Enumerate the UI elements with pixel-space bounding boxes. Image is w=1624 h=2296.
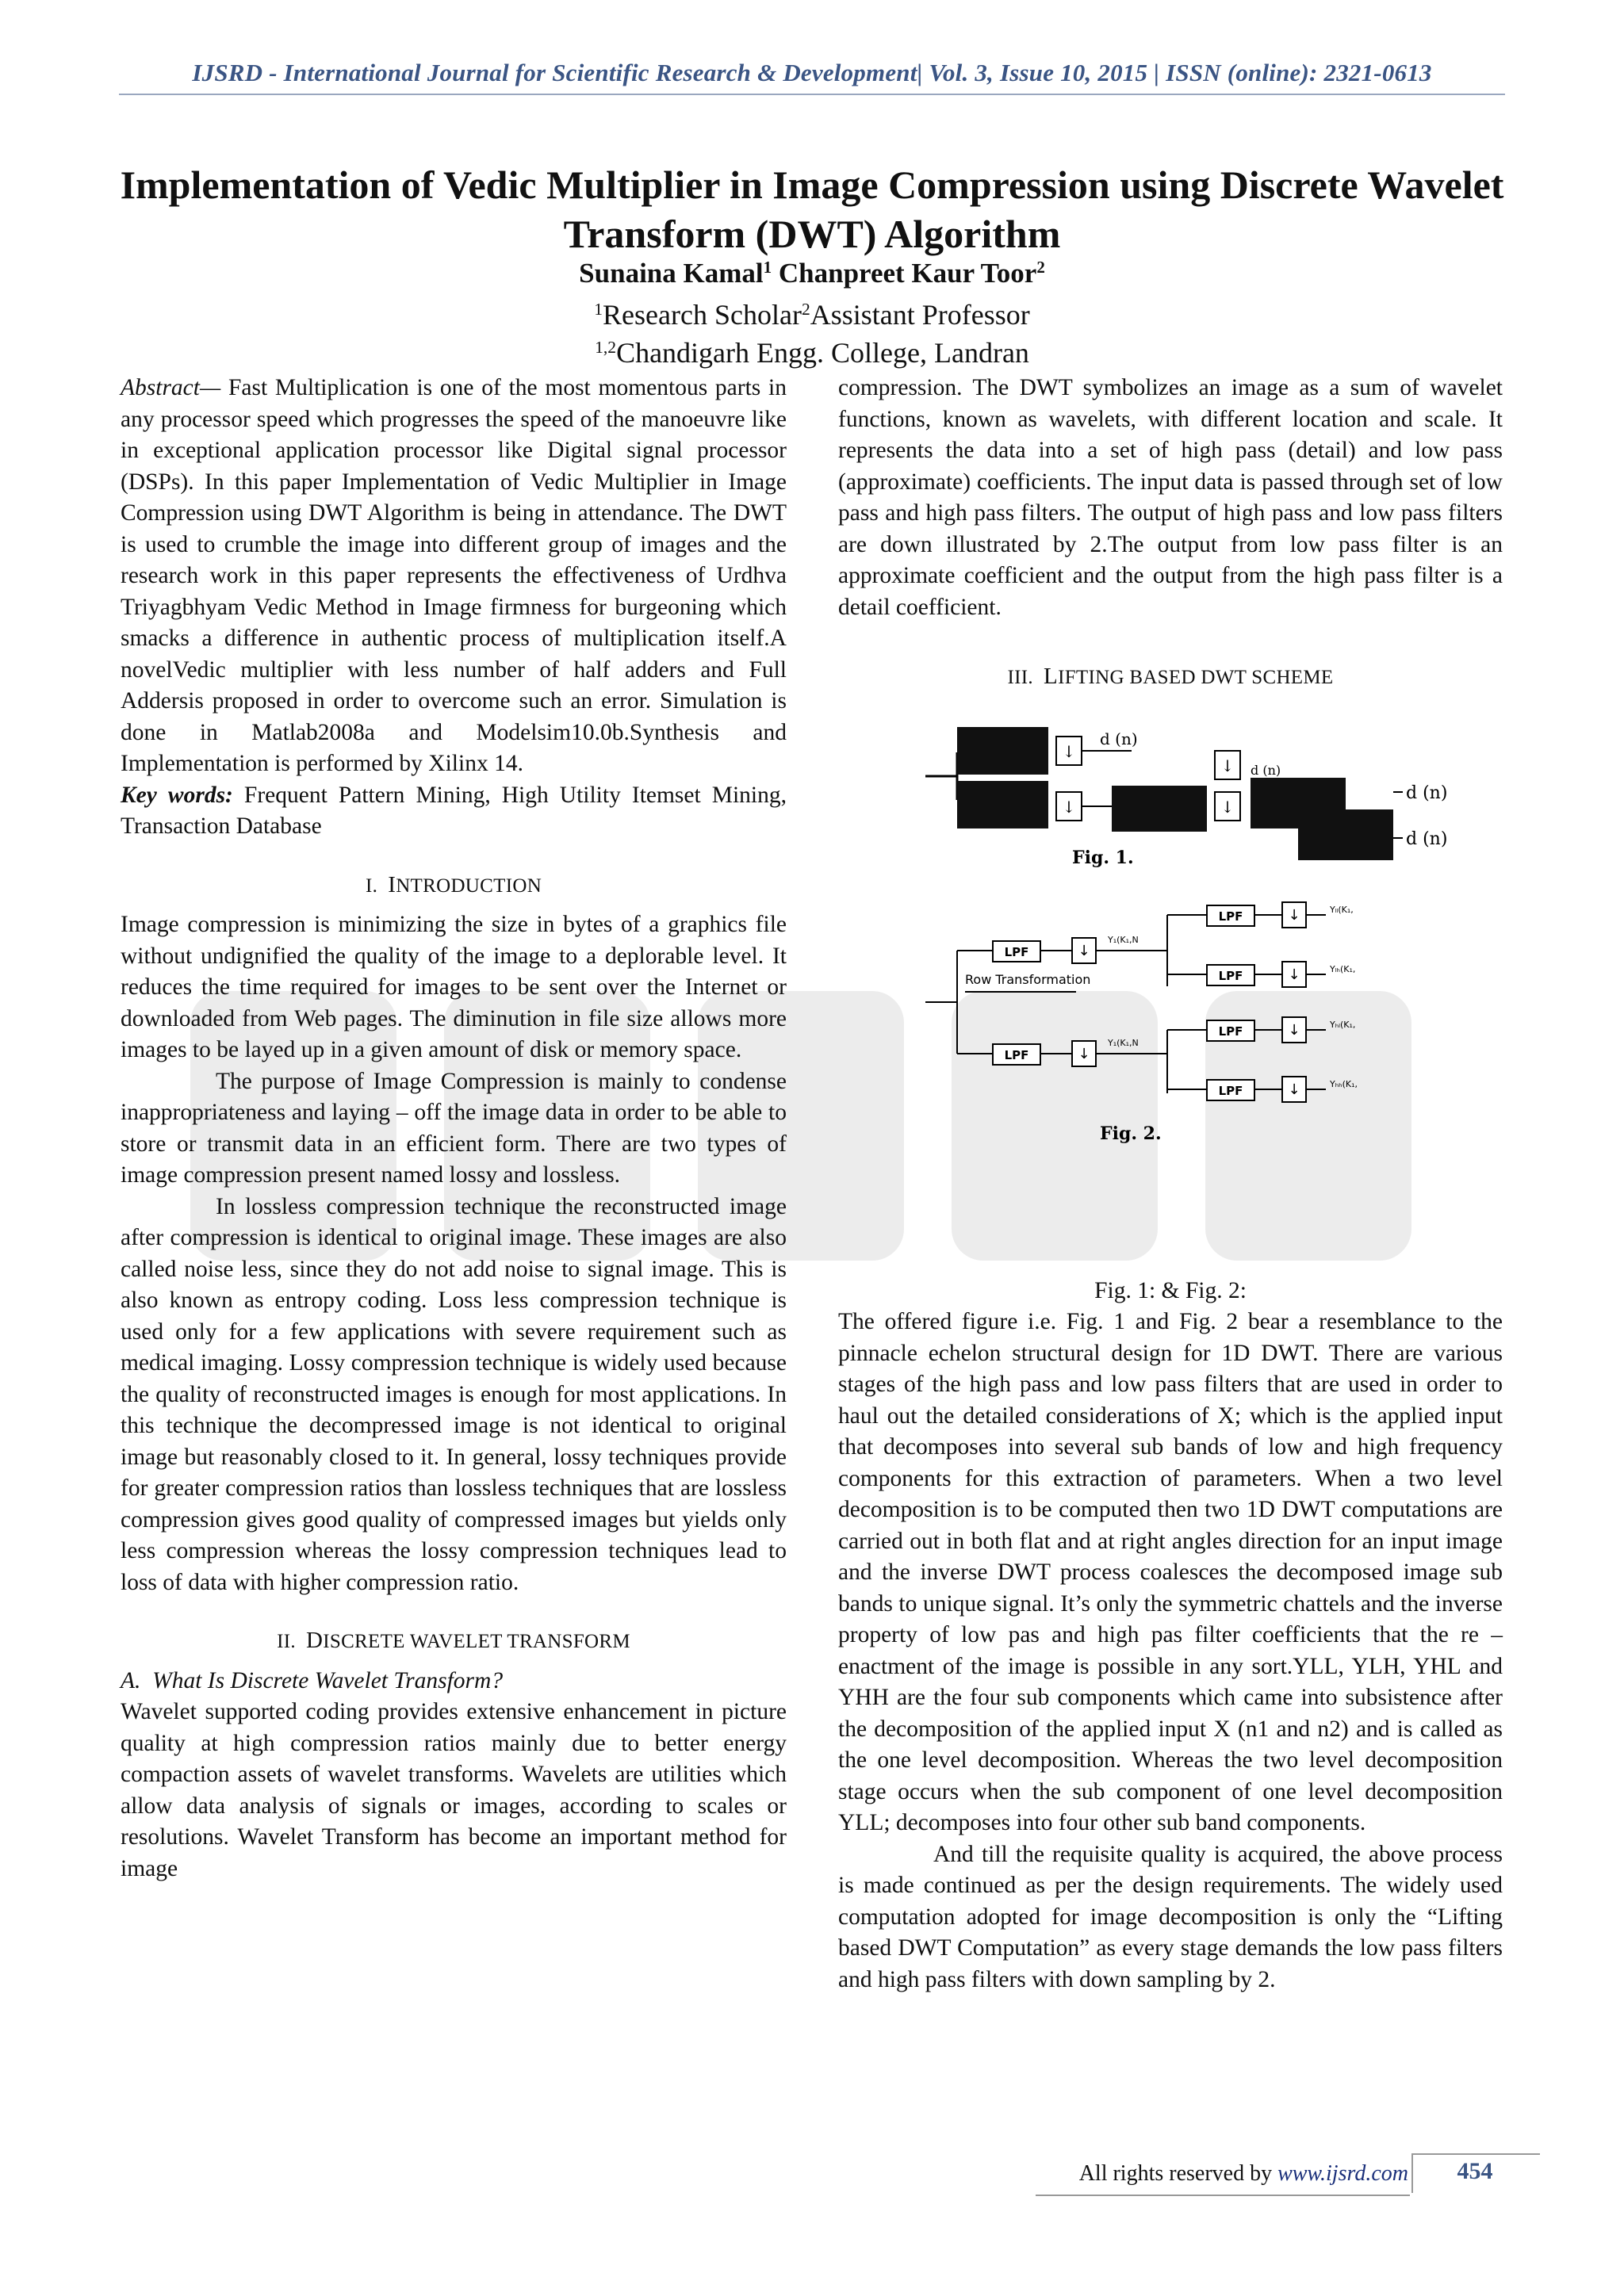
fig2-output-label: Yₕₗ(K₁, [1330,1019,1356,1030]
svg-text:↓: ↓ [1288,906,1300,924]
role-sup: 1 [594,300,603,320]
role-text: Research Scholar [603,299,802,331]
filter-block [1112,786,1207,832]
author-sup: 2 [1036,258,1045,277]
footer-rights-text: All rights reserved by [1078,2161,1278,2186]
fig2-label: Fig. 2. [1100,1123,1162,1144]
fig2-row-label: Row Transformation [965,971,1091,987]
section-initial: D [306,1628,324,1653]
lifting-paragraph: The offered figure i.e. Fig. 1 and Fig. 2 bear a resemblance to the pinnacle echelon structural design for 1D DWT. There are various stages of the high pass and low pass filters that are used in order to haul out the detailed considerations of X; which is the applied input that decomposes into several sub bands of low and high frequency components for this extraction of parameters. When a two level decomposition is to be computed then two 1D DWT computations are carried out in both flat and at right angles direction for an input image and the inverse DWT process coalesces the decomposed image sub bands to unique signal. It’s only the symmetric chattels and the inverse property of low pas and high pas filter coefficients that the re – enactment of the image is possible in any sort.YLL, YLH, YHL and YHH are the four sub components which came into subsistence after the decomposition of the applied input X (n1 and n2) and is called as the one level decomposition. Whereas the two level decomposition stage occurs when the sub component of one level decomposition YLL; decomposes into four other sub band components. [838,1309,1503,1835]
affiliation-text: Chandigarh Engg. College, Landran [616,337,1029,369]
footer-rights [1036,2161,1408,2187]
section-heading-lifting [838,661,1503,694]
svg-text:↓: ↓ [1078,1045,1090,1062]
section-title: NTRODUCTION [396,874,542,897]
left-column [121,373,787,1885]
section-initial: I [388,871,396,897]
section-heading-intro [121,870,787,902]
fig2-output-label: Yₕₕ(K₁, [1330,1078,1358,1089]
fig2-mid-label: Y₁(K₁,N [1108,1037,1139,1048]
abstract [121,373,787,780]
intro-paragraph: Image compression is minimizing the size in bytes of a graphics file without undignified the quality of the image to a deplorable level. It reduces the time required for images to be sent over the Internet or downloaded from Web pages. The diminution in file size allows more images to be layed up in a given amount of disk or memory space. [121,912,787,1062]
lpf-label: LPF [1218,1024,1243,1039]
svg-text:↓: ↓ [1062,797,1076,817]
section-title: IFTING BASED DWT SCHEME [1058,667,1334,688]
role-sup: 2 [801,300,810,320]
footer-rule [1036,2195,1410,2196]
svg-text:↓: ↓ [1220,756,1235,775]
section-number: I. [365,874,378,897]
abstract-label: Abstract— [121,375,221,400]
dwt-paragraph-part2: compression. The DWT symbolizes an image as a sum of wavelet functions, known as wavelets, with different location and scale. It represents the data into a set of high pass (detail) and low pass (approximate) coefficients. The input data is passed through set of low pass and high pass filters. The output of high pass and low pass filters are down illustrated by 2.The output from low pass filter is an approximate coefficient and the output from the high pass filter is a detail coefficient. [838,375,1503,620]
fig1-diagram [925,727,1447,868]
header-rule [119,94,1505,95]
section-heading-dwt [121,1625,787,1658]
running-header: IJSRD - International Journal for Scientific Research & Development| Vol. 3, Issue 10, 2015 | ISSN (online): 2321-0613 [192,59,1432,86]
section-title: ISCRETE WAVELET TRANSFORM [323,1631,630,1652]
fig2-diagram [925,902,1358,1144]
role-text: Assistant Professor [810,299,1030,331]
lpf-label: LPF [1218,968,1243,983]
affiliation [95,335,1529,371]
fig1-output-label: d (n) [1406,828,1448,849]
lifting-paragraph: And till the requisite quality is acquired, the above process is made continued as per the design requirements. The widely used computation adopted for image decomposition is only the “Lifting based DWT Computation” as every stage demands the low pass filters and high pass filters with down sampling by 2. [838,1841,1503,1992]
section-initial: L [1044,664,1059,689]
subsection-title: What Is Discrete Wavelet Transform? [152,1667,504,1693]
author-line [95,255,1529,292]
filter-block [1298,809,1393,860]
fig1-label: Fig. 1. [1072,847,1134,868]
lpf-label: LPF [1218,1083,1243,1098]
paper-title: Implementation of Vedic Multiplier in Image Compression using Discrete Wavelet Transform (DWT) Algorithm [120,163,1504,256]
author-roles [95,297,1529,333]
page-number: 454 [1457,2158,1493,2184]
figure-caption: Fig. 1: & Fig. 2: [1094,1277,1247,1303]
author-name: Sunaina Kamal [579,258,764,289]
filter-block [957,727,1048,775]
abstract-text: Fast Multiplication is one of the most momentous parts in any processor speed which progresses the speed of the manoeuvre like in exceptional application processor like Digital signal processor (DSPs). In this paper Implementation of Vedic Multiplier in Image Compression using DWT Algorithm is being in attendance. The DWT is used to crumble the image into different group of images and the research work in this paper represents the effectiveness of Urdhva Triyagbhyam Vedic Method in Image firmness for burgeoning which smacks a difference in authentic process of multiplication itself.A novelVedic multiplier with less number of half adders and Full Addersis proposed in order to overcome such an error. Simulation is done in Matlab2008a and Modelsim10.0b.Synthesis and Implementation is performed by Xilinx 14. [121,375,787,776]
keywords-label: Key words: [121,782,233,808]
lpf-label: LPF [1004,1047,1029,1062]
svg-text:↓: ↓ [1288,966,1300,983]
dwt-figures-image [838,713,1503,1276]
fig2-output-label: Yₗₗ(K₁, [1330,904,1354,915]
lpf-label: LPF [1218,909,1243,924]
svg-text:↓: ↓ [1220,797,1235,817]
intro-paragraph: In lossless compression technique the reconstructed image after compression is identical to original image. These images are also called noise less, since they do not add noise to signal image. This is also known as entropy coding. Loss less compression technique is used only for a few applications with severe requirement such as medical imaging. Lossy compression technique is widely used because the quality of reconstructed images is enough for most applications. In this technique the decompressed image is not identical to original image but reasonably closed to it. In general, lossy techniques provide for greater compression ratios than lossless techniques that are lossless compression gives good quality of compressed images but yields only less compression whereas the lossy compression techniques lead to loss of data with higher compression ratio. [121,1193,787,1595]
fig2-output-label: Yₗₕ(K₁, [1330,963,1356,974]
subsection-label: A. [121,1667,141,1693]
filter-block [957,781,1048,828]
section-number: II. [277,1631,296,1652]
svg-text:↓: ↓ [1062,741,1076,761]
fig1-label-dn: d (n) [1100,729,1138,748]
keywords [121,780,787,843]
author-name: Chanpreet Kaur Toor [778,258,1037,289]
svg-text:↓: ↓ [1288,1081,1300,1098]
intro-paragraph: The purpose of Image Compression is mainly to condense inappropriateness and laying – off the image data in order to be able to store or transmit data in an efficient form. There are two types of image compression present named lossy and lossless. [121,1068,787,1188]
dwt-paragraph-part1: Wavelet supported coding provides extensive enhancement in picture quality at high compression ratios mainly due to better energy compaction assets of wavelet transforms. Wavelets are utilities which allow data analysis of signals or images, according to scales or resolutions. Wavelet Transform has become an important method for image [121,1699,787,1881]
affiliation-sup: 1,2 [595,338,617,358]
right-column [838,373,1503,1996]
fig1-label-dn: d (n) [1251,762,1281,778]
svg-text:↓: ↓ [1078,942,1090,959]
subsection-heading [121,1666,787,1697]
section-number: III. [1007,667,1033,688]
figures-1-2 [838,713,1503,1276]
svg-text:↓: ↓ [1288,1021,1300,1039]
keywords-text: Frequent Pattern Mining, High Utility Itemset Mining, Transaction Database [121,782,787,839]
fig1-output-label: d (n) [1406,783,1448,803]
author-sup: 1 [763,258,772,277]
footer-url[interactable]: www.ijsrd.com [1277,2161,1408,2186]
fig2-mid-label: Y₁(K₁,N [1108,934,1139,945]
lpf-label: LPF [1004,944,1029,959]
